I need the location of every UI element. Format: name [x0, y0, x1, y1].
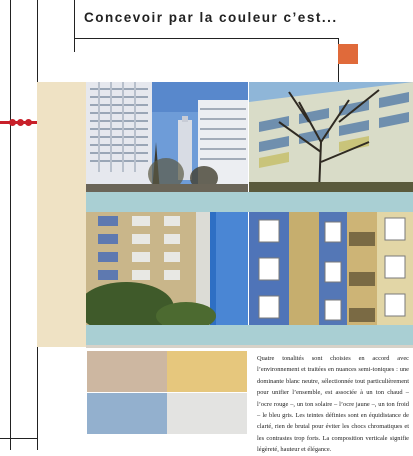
photo-facade-blue-green-tree-image [249, 82, 413, 192]
orange-accent-square [338, 44, 358, 64]
swatch-ocre-rouge [87, 351, 167, 392]
swatch-blanc-neutre [167, 393, 247, 434]
margin-rule-left [10, 0, 11, 450]
page-title: Concevoir par la couleur c’est... [84, 10, 338, 25]
red-dot [17, 119, 24, 126]
beige-side-panel [37, 82, 86, 347]
red-dot [9, 119, 16, 126]
photo-tower-blue-ochre [86, 212, 248, 325]
photo-tower-blue-ochre-image [86, 212, 248, 325]
swatch-ocre-jaune [167, 351, 247, 392]
red-dot [25, 119, 32, 126]
gray-divider [86, 345, 413, 348]
teal-band-upper [86, 192, 413, 212]
body-paragraph: Quatre tonalités sont choisies en accord avec l’environnement et traitées en nuances semi-toniques : une dominante blanc neutre, sélectionnée tout particulièrement pour unifier l’ensemble, est associée à un ton chaud – l’ocre rouge –, un ton solaire – l’ocre jaune –, un ton froid – le bleu gris. Les teintes définies sont en équidistance de clarté, rien de brutal pour éviter les chocs chromatiques et les contrastes trop forts. La composition verticale signifie légèreté, hauteur et élégance. [257, 355, 409, 454]
title-underline [74, 38, 338, 39]
photo-tower-blocks-white-image [86, 82, 248, 192]
photo-facade-ochre-blue-panels [249, 212, 413, 325]
photo-facade-ochre-blue-panels-image [249, 212, 413, 325]
teal-band-lower [86, 325, 413, 345]
photo-tower-blocks-white [86, 82, 248, 192]
photo-facade-blue-green-tree [249, 82, 413, 192]
margin-bottom-rule [0, 438, 37, 439]
title-frame-left [74, 0, 75, 52]
swatch-bleu-gris [87, 393, 167, 434]
